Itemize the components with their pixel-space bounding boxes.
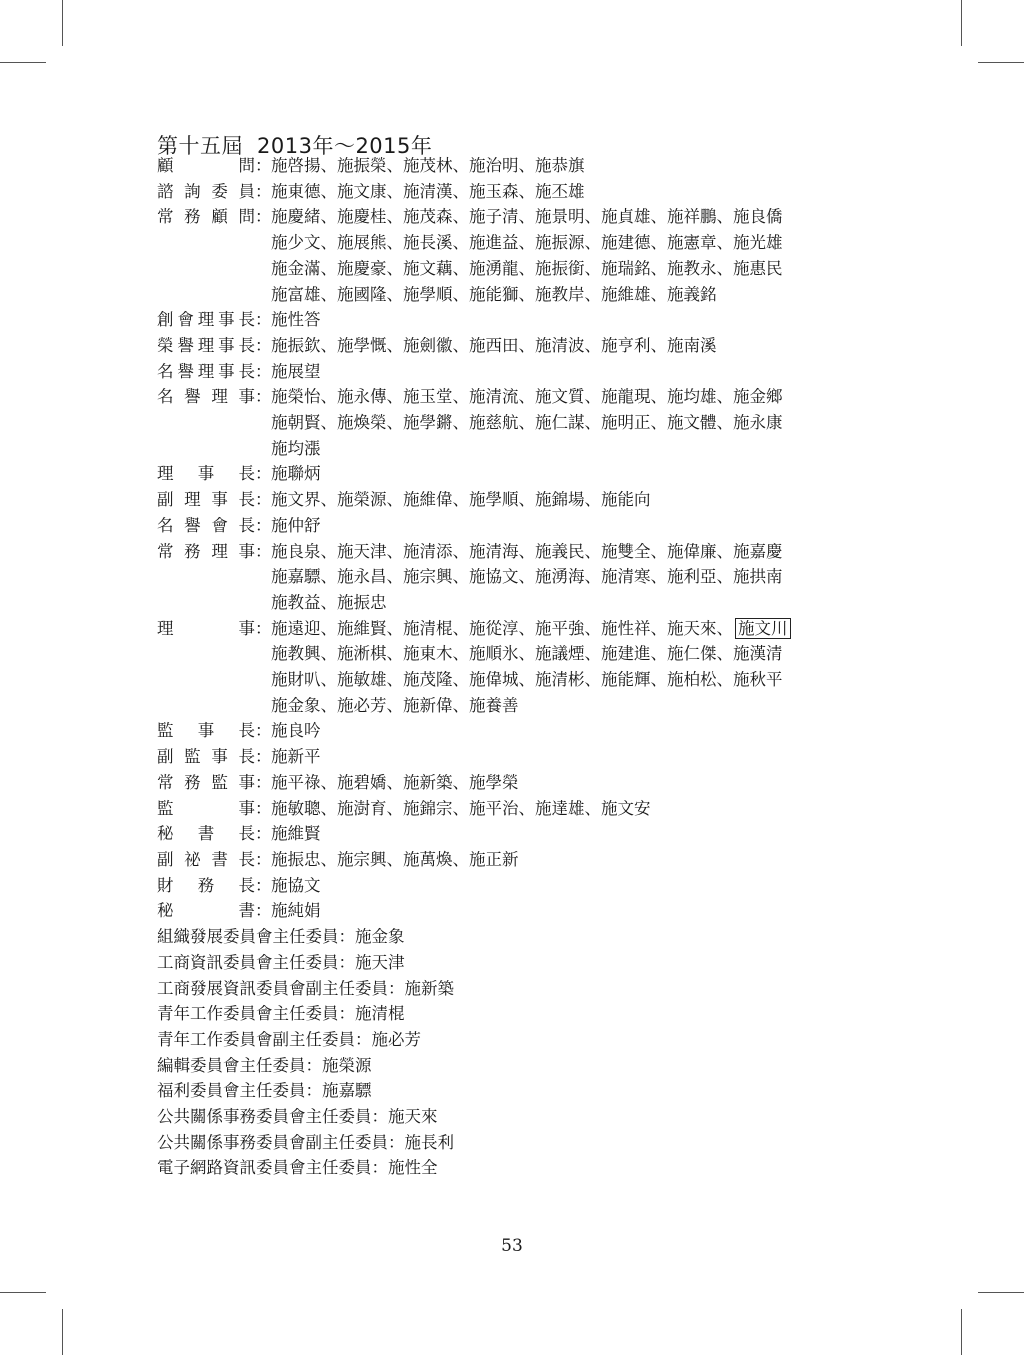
names-text: 施聯炳 xyxy=(271,464,321,484)
colon-separator: ： xyxy=(388,978,405,998)
names-text: 施富雄、施國隆、施學順、施能獅、施教岸、施維雄、施義銘 xyxy=(271,284,717,304)
committee-title: 公共關係事務委員會副主任委員 xyxy=(157,1132,388,1152)
colon-separator: ： xyxy=(255,541,272,561)
position-title: 理事長 xyxy=(157,464,255,484)
committee-chair: 施必芳 xyxy=(371,1029,421,1049)
committee-row xyxy=(157,924,897,950)
position-title: 監事長 xyxy=(157,721,255,741)
names-text: 施東德、施文康、施清漢、施玉森、施丕雄 xyxy=(271,181,585,201)
position-title: 創會理事長 xyxy=(157,310,255,330)
member-names xyxy=(271,898,321,924)
member-names xyxy=(271,616,791,719)
names-text: 施榮怡、施永傳、施玉堂、施清流、施文質、施龍現、施均雄、施金鄉 xyxy=(271,387,783,407)
member-names xyxy=(271,539,783,616)
names-text: 施展望 xyxy=(271,361,321,381)
names-line xyxy=(271,359,321,385)
committee-title: 公共關係事務委員會主任委員 xyxy=(157,1107,372,1127)
colon-separator: ： xyxy=(255,335,272,355)
committee-title: 電子網路資訊委員會主任委員 xyxy=(157,1158,372,1178)
roster-row xyxy=(157,821,897,847)
committee-row xyxy=(157,1155,897,1181)
names-text: 施良泉、施天津、施清添、施清海、施義民、施雙全、施偉廉、施嘉慶 xyxy=(271,541,783,561)
colon-separator: ： xyxy=(255,875,272,895)
names-text: 施啓揚、施振榮、施茂林、施治明、施恭旗 xyxy=(271,156,585,175)
crop-mark-top-left xyxy=(62,0,63,46)
names-line xyxy=(271,667,791,693)
term-label: 第十五屆 xyxy=(157,134,243,158)
colon-separator: ： xyxy=(255,849,272,869)
colon-separator: ： xyxy=(255,387,272,407)
member-names xyxy=(271,384,783,461)
position-title: 常務顧問 xyxy=(157,207,255,227)
crop-mark-bottom-right-h xyxy=(978,1292,1024,1293)
committee-row xyxy=(157,1027,897,1053)
names-line xyxy=(271,282,783,308)
committee-row xyxy=(157,1053,897,1079)
names-text: 施協文 xyxy=(271,875,321,895)
names-text: 施慶緒、施慶桂、施茂森、施子清、施景明、施貞雄、施祥鵬、施良僑 xyxy=(271,207,783,227)
member-names xyxy=(271,821,321,847)
member-names xyxy=(271,513,321,539)
member-names xyxy=(271,333,717,359)
roster-row xyxy=(157,487,897,513)
names-line xyxy=(271,847,519,873)
committee-row xyxy=(157,1078,897,1104)
member-names xyxy=(271,179,585,205)
position-title: 顧問 xyxy=(157,156,255,175)
committee-chair: 施嘉驃 xyxy=(322,1081,372,1101)
committee-row xyxy=(157,1001,897,1027)
member-names xyxy=(271,307,321,333)
names-line xyxy=(271,410,783,436)
member-names xyxy=(271,487,651,513)
roster-row xyxy=(157,179,897,205)
committee-title: 工商發展資訊委員會副主任委員 xyxy=(157,978,388,998)
names-line xyxy=(271,436,783,462)
roster-row xyxy=(157,616,897,719)
roster-row xyxy=(157,898,897,924)
roster-row xyxy=(157,744,897,770)
names-text: 施純娟 xyxy=(271,901,321,921)
member-names xyxy=(271,204,783,307)
names-line xyxy=(271,718,321,744)
colon-separator: ： xyxy=(255,156,272,175)
roster-row xyxy=(157,873,897,899)
position-title: 名譽理事 xyxy=(157,387,255,407)
position-title: 名譽會長 xyxy=(157,515,255,535)
roster-row xyxy=(157,513,897,539)
names-text: 施新平 xyxy=(271,747,321,767)
member-names xyxy=(271,359,321,385)
member-names xyxy=(271,153,585,179)
roster-row xyxy=(157,333,897,359)
position-title: 副理事長 xyxy=(157,490,255,510)
names-text: 施均漲 xyxy=(271,438,321,458)
member-names xyxy=(271,847,519,873)
crop-mark-bottom-left-h xyxy=(0,1292,46,1293)
colon-separator: ： xyxy=(255,747,272,767)
committee-chair: 施性全 xyxy=(388,1158,438,1178)
names-line xyxy=(271,179,585,205)
roster-row xyxy=(157,539,897,616)
committee-chair: 施天津 xyxy=(355,952,405,972)
roster-row xyxy=(157,718,897,744)
names-line xyxy=(271,564,783,590)
names-line xyxy=(271,333,717,359)
names-line xyxy=(271,641,791,667)
names-text: 施嘉驃、施永昌、施宗興、施協文、施湧海、施清寒、施利亞、施拱南 xyxy=(271,567,783,587)
committee-row xyxy=(157,976,897,1002)
names-line xyxy=(271,204,783,230)
position-title: 副監事長 xyxy=(157,747,255,767)
position-title: 秘書 xyxy=(157,901,255,921)
position-title: 名譽理事長 xyxy=(157,361,255,381)
colon-separator: ： xyxy=(338,1004,355,1024)
colon-separator: ： xyxy=(255,490,272,510)
colon-separator: ： xyxy=(338,927,355,947)
colon-separator: ： xyxy=(255,515,272,535)
crop-mark-bottom-right xyxy=(961,1309,962,1355)
colon-separator: ： xyxy=(255,181,272,201)
colon-separator: ： xyxy=(371,1158,388,1178)
position-title: 理事 xyxy=(157,618,255,638)
roster-row xyxy=(157,153,897,179)
names-line xyxy=(271,873,321,899)
names-line xyxy=(271,898,321,924)
member-names xyxy=(271,796,651,822)
names-line xyxy=(271,539,783,565)
roster-row xyxy=(157,796,897,822)
roster-row xyxy=(157,359,897,385)
committee-chair: 施長利 xyxy=(404,1132,454,1152)
committee-chair: 施天來 xyxy=(388,1107,438,1127)
page-number: 53 xyxy=(501,1236,523,1256)
names-line xyxy=(271,384,783,410)
names-line xyxy=(271,230,783,256)
names-line xyxy=(271,307,321,333)
names-line xyxy=(271,770,519,796)
colon-separator: ： xyxy=(255,772,272,792)
roster-row xyxy=(157,307,897,333)
names-line xyxy=(271,513,321,539)
committee-title: 福利委員會主任委員 xyxy=(157,1081,306,1101)
colon-separator: ： xyxy=(255,824,272,844)
names-line xyxy=(271,796,651,822)
committee-row xyxy=(157,1130,897,1156)
committee-chair: 施金象 xyxy=(355,927,405,947)
committee-chair: 施新築 xyxy=(404,978,454,998)
names-text: 施金象、施必芳、施新偉、施養善 xyxy=(271,695,519,715)
names-text: 施良吟 xyxy=(271,721,321,741)
position-title: 常務監事 xyxy=(157,772,255,792)
crop-mark-bottom-left xyxy=(62,1309,63,1355)
colon-separator: ： xyxy=(371,1107,388,1127)
names-text: 施教興、施淅棋、施東木、施順氷、施議煙、施建進、施仁傑、施漢清 xyxy=(271,644,783,664)
names-line xyxy=(271,487,651,513)
colon-separator: ： xyxy=(255,464,272,484)
names-text: 施維賢 xyxy=(271,824,321,844)
position-title: 常務理事 xyxy=(157,541,255,561)
roster-row xyxy=(157,204,897,307)
names-text: 施性答 xyxy=(271,310,321,330)
colon-separator: ： xyxy=(388,1132,405,1152)
names-line xyxy=(271,821,321,847)
position-title: 副祕書長 xyxy=(157,849,255,869)
roster-row xyxy=(157,847,897,873)
colon-separator: ： xyxy=(255,207,272,227)
crop-mark-top-right-h xyxy=(978,62,1024,63)
committee-title: 青年工作委員會副主任委員 xyxy=(157,1029,355,1049)
colon-separator: ： xyxy=(255,798,272,818)
colon-separator: ： xyxy=(305,1055,322,1075)
names-text: 施振忠、施宗興、施萬煥、施正新 xyxy=(271,849,519,869)
officer-roster xyxy=(157,153,897,1181)
member-names xyxy=(271,718,321,744)
committee-title: 工商資訊委員會主任委員 xyxy=(157,952,339,972)
position-title: 榮譽理事長 xyxy=(157,335,255,355)
colon-separator: ： xyxy=(255,618,272,638)
committee-chair: 施清棍 xyxy=(355,1004,405,1024)
colon-separator: ： xyxy=(255,310,272,330)
colon-separator: ： xyxy=(338,952,355,972)
crop-mark-top-right xyxy=(961,0,962,46)
names-line xyxy=(271,256,783,282)
member-names xyxy=(271,744,321,770)
committee-title: 青年工作委員會主任委員 xyxy=(157,1004,339,1024)
names-text: 施金滿、施慶豪、施文藕、施湧龍、施振銜、施瑞銘、施教永、施惠民 xyxy=(271,258,783,278)
committee-title: 編輯委員會主任委員 xyxy=(157,1055,306,1075)
crop-mark-top-left-h xyxy=(0,62,46,63)
committee-row xyxy=(157,1104,897,1130)
position-title: 諮詢委員 xyxy=(157,181,255,201)
colon-separator: ： xyxy=(355,1029,372,1049)
colon-separator: ： xyxy=(305,1081,322,1101)
names-line xyxy=(271,461,321,487)
names-text: 施教益、施振忠 xyxy=(271,592,387,612)
names-line xyxy=(271,616,791,642)
roster-row xyxy=(157,461,897,487)
member-names xyxy=(271,873,321,899)
position-title: 秘書長 xyxy=(157,824,255,844)
committee-chair: 施榮源 xyxy=(322,1055,372,1075)
boxed-name: 施文川 xyxy=(735,618,791,639)
names-text: 施遠迎、施維賢、施清棍、施從淳、施平強、施性祥、施天來、 xyxy=(271,618,733,638)
member-names xyxy=(271,461,321,487)
colon-separator: ： xyxy=(255,721,272,741)
names-text: 施振欽、施學慨、施劍徽、施西田、施清波、施亨利、施南溪 xyxy=(271,335,717,355)
position-title: 財務長 xyxy=(157,875,255,895)
position-title: 監事 xyxy=(157,798,255,818)
term-years: 2013年～2015年 xyxy=(257,134,433,158)
member-names xyxy=(271,770,519,796)
names-text: 施敏聰、施澍育、施錦宗、施平治、施達雄、施文安 xyxy=(271,798,651,818)
committee-row xyxy=(157,950,897,976)
names-line xyxy=(271,693,791,719)
committee-title: 組織發展委員會主任委員 xyxy=(157,927,339,947)
roster-row xyxy=(157,384,897,461)
names-text: 施平祿、施碧嬌、施新築、施學榮 xyxy=(271,772,519,792)
names-text: 施仲舒 xyxy=(271,515,321,535)
names-line xyxy=(271,744,321,770)
names-text: 施財叭、施敏雄、施茂隆、施偉城、施清彬、施能輝、施柏松、施秋平 xyxy=(271,670,783,690)
names-text: 施文界、施榮源、施維偉、施學順、施錦場、施能向 xyxy=(271,490,651,510)
names-text: 施朝賢、施煥榮、施學鏘、施慈航、施仁謀、施明正、施文體、施永康 xyxy=(271,413,783,433)
names-line xyxy=(271,153,585,179)
names-line xyxy=(271,590,783,616)
colon-separator: ： xyxy=(255,361,272,381)
roster-row xyxy=(157,770,897,796)
names-text: 施少文、施展熊、施長溪、施進益、施振源、施建德、施憲章、施光雄 xyxy=(271,233,783,253)
colon-separator: ： xyxy=(255,901,272,921)
